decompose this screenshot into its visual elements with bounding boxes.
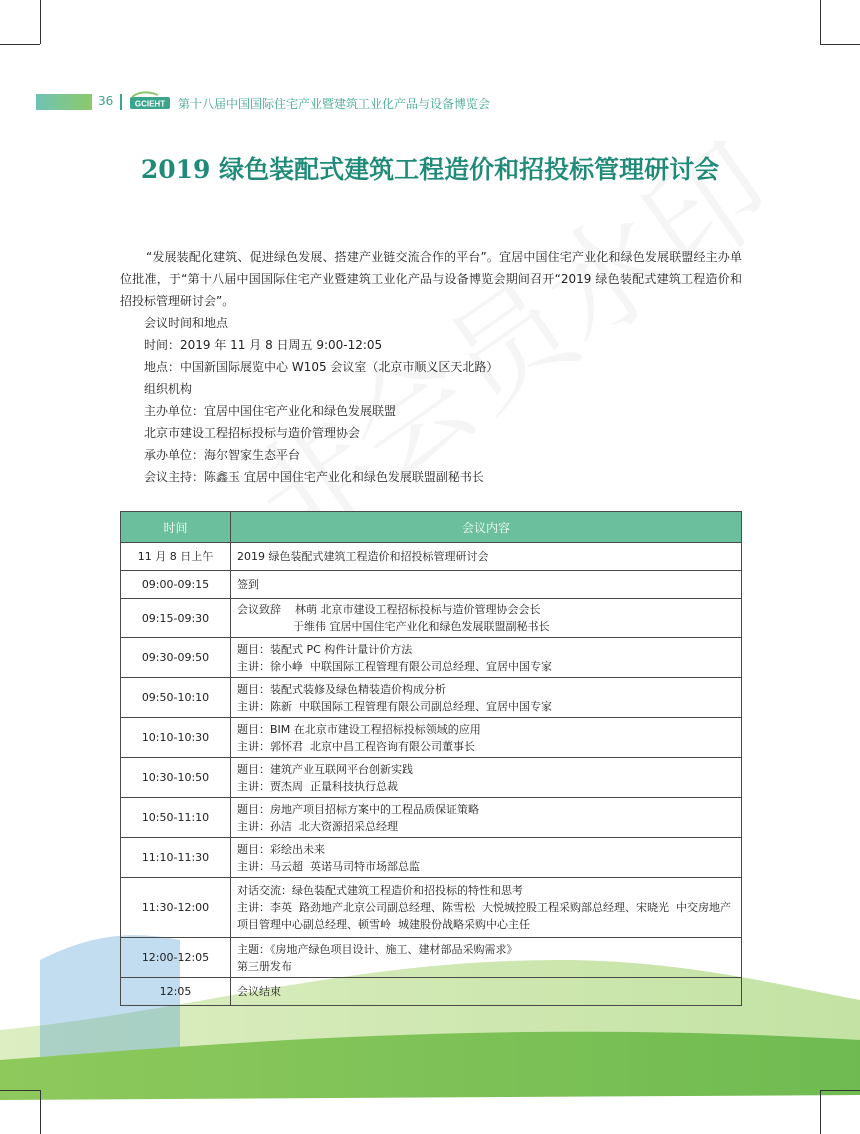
table-row	[121, 758, 742, 798]
row-time: 12:05	[121, 978, 231, 1006]
schedule-table	[120, 511, 742, 1006]
row-content	[231, 571, 742, 599]
row-content	[231, 798, 742, 838]
row-content	[231, 938, 742, 978]
row-content	[231, 758, 742, 798]
crop-mark	[40, 0, 41, 44]
content-line: 会议致辞 林萌 北京市建设工程招标投标与造价管理协会会长	[237, 603, 541, 616]
content-line: 签到	[237, 578, 259, 591]
content-line: 会议结束	[237, 985, 281, 998]
content-line: 第三册发布	[237, 959, 292, 973]
intro-paragraph: “发展装配化建筑、促进绿色发展、搭建产业链交流合作的平台”。宜居中国住宅产业化和绿色发展联盟经主办单位批准，于“第十八届中国国际住宅产业暨建筑工业化产品与设备博览会期间召开“2019 绿色装配式建筑工程造价和招投标管理研讨会”。	[120, 250, 742, 308]
header-separator	[120, 94, 122, 110]
page-title: 2019 绿色装配式建筑工程造价和招投标管理研讨会	[140, 155, 720, 184]
table-row	[121, 798, 742, 838]
row-time: 11:30-12:00	[121, 878, 231, 938]
info-line: 承办单位：海尔智家生态平台	[144, 448, 301, 462]
info-line: 组织机构	[144, 382, 193, 396]
content-line: 主讲：徐小峥 中联国际工程管理有限公司总经理、宜居中国专家	[237, 659, 552, 673]
header-content: 会议内容	[231, 512, 742, 543]
row-content	[231, 878, 742, 938]
row-time: 10:10-10:30	[121, 718, 231, 758]
row-time: 12:00-12:05	[121, 938, 231, 978]
header-color-bar	[36, 94, 92, 110]
table-row	[121, 543, 742, 571]
content-line: 主讲：贾杰周 正量科技执行总裁	[237, 779, 398, 793]
crop-mark	[820, 1090, 821, 1134]
crop-mark	[820, 0, 821, 44]
row-content	[231, 838, 742, 878]
table-row	[121, 678, 742, 718]
svg-text:GCIEHT: GCIEHT	[134, 99, 166, 109]
table-row	[121, 571, 742, 599]
row-content	[231, 638, 742, 678]
crop-mark	[0, 1090, 40, 1091]
crop-mark	[820, 44, 860, 45]
crop-mark	[0, 44, 40, 45]
table-row	[121, 978, 742, 1006]
table-row	[121, 638, 742, 678]
row-content	[231, 678, 742, 718]
table-row	[121, 878, 742, 938]
table-header-row	[121, 512, 742, 543]
info-line: 主办单位：宜居中国住宅产业化和绿色发展联盟	[144, 404, 397, 418]
row-time: 09:15-09:30	[121, 599, 231, 638]
row-time: 10:30-10:50	[121, 758, 231, 798]
info-line: 北京市建设工程招标投标与造价管理协会	[144, 426, 361, 440]
row-time: 09:00-09:15	[121, 571, 231, 599]
table-row	[121, 938, 742, 978]
content-line: 题目：装配式 PC 构件计量计价方法	[237, 642, 413, 656]
header-time: 时间	[121, 512, 231, 543]
info-line: 时间：2019 年 11 月 8 日周五 9:00-12:05	[144, 338, 383, 352]
row-time: 11 月 8 日上午	[121, 543, 231, 571]
content-line: 题目：装配式装修及绿色精装造价构成分析	[237, 682, 446, 696]
content-line: 题目：建筑产业互联网平台创新实践	[237, 762, 413, 776]
content-line: 主讲：李英 路劲地产北京公司副总经理、陈雪松 大悦城控股工程采购部总经理、宋晓光 中交房地产项目管理中心副总经理、顿雪岭 城建股份战略采购中心主任	[237, 901, 731, 931]
expo-logo	[128, 91, 172, 113]
info-line: 地点：中国新国际展览中心 W105 会议室（北京市顺义区天北路）	[144, 360, 499, 374]
row-content	[231, 543, 742, 571]
table-row	[121, 838, 742, 878]
row-time: 09:50-10:10	[121, 678, 231, 718]
content-line: 主讲：陈新 中联国际工程管理有限公司副总经理、宜居中国专家	[237, 699, 552, 713]
info-line: 会议时间和地点	[144, 316, 229, 330]
content-line: 主题：《房地产绿色项目设计、施工、建材部品采购需求》	[237, 942, 518, 956]
content-line: 题目：彩绘出未来	[237, 842, 325, 856]
row-content	[231, 599, 742, 638]
content-line: 主讲：孙洁 北大资源招采总经理	[237, 819, 398, 833]
content-line: 主讲：郭怀君 北京中昌工程咨询有限公司董事长	[237, 739, 475, 753]
content-line: 题目：BIM 在北京市建设工程招标投标领域的应用	[237, 722, 481, 736]
content-line: 主讲：马云超 英诺马司特市场部总监	[237, 859, 420, 873]
row-content	[231, 978, 742, 1006]
content-line: 题目：房地产项目招标方案中的工程品质保证策略	[237, 802, 479, 816]
expo-title: 第十八届中国国际住宅产业暨建筑工业化产品与设备博览会	[178, 97, 491, 111]
content-line: 2019 绿色装配式建筑工程造价和招投标管理研讨会	[237, 550, 489, 563]
row-time: 09:30-09:50	[121, 638, 231, 678]
crop-mark	[820, 1090, 860, 1091]
page-number: 36	[98, 94, 114, 108]
table-row	[121, 718, 742, 758]
meeting-info	[144, 312, 498, 488]
row-time: 10:50-11:10	[121, 798, 231, 838]
content-line: 对话交流：绿色装配式建筑工程造价和招投标的特性和思考	[237, 884, 523, 897]
row-content	[231, 718, 742, 758]
row-time: 11:10-11:30	[121, 838, 231, 878]
crop-mark	[40, 1090, 41, 1134]
info-line: 会议主持：陈鑫玉 宜居中国住宅产业化和绿色发展联盟副秘书长	[144, 470, 484, 484]
table-row	[121, 599, 742, 638]
content-line: 于维伟 宜居中国住宅产业化和绿色发展联盟副秘书长	[237, 620, 550, 633]
